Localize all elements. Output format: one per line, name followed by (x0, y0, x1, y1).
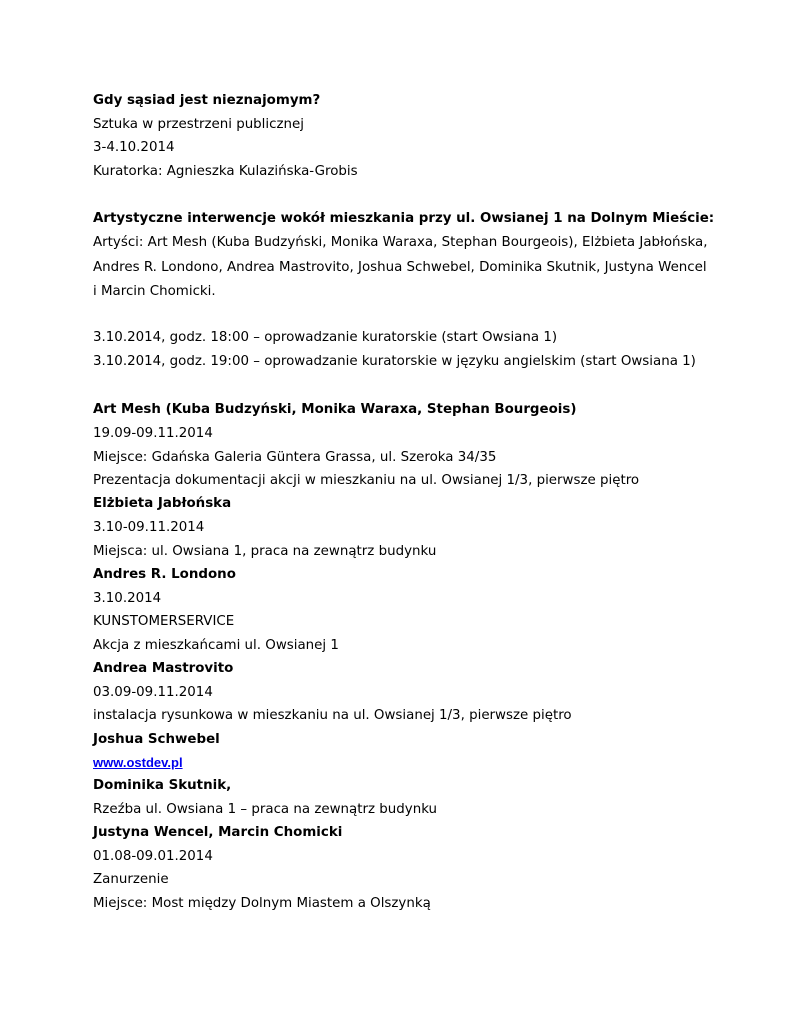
artmesh-place: Miejsce: Gdańska Galeria Güntera Grassa, ul. Szeroka 34/35 (93, 450, 497, 465)
londono-description: Akcja z mieszkańcami ul. Owsianej 1 (93, 638, 339, 653)
artmesh-description: Prezentacja dokumentacji akcji w mieszkaniu na ul. Owsianej 1/3, pierwsze piętro (93, 473, 640, 488)
mastrovito-dates: 03.09-09.11.2014 (93, 685, 213, 700)
jablonska-dates: 3.10-09.11.2014 (93, 520, 205, 535)
event-dates: 3-4.10.2014 (93, 140, 175, 155)
wencel-chomicki-heading: Justyna Wencel, Marcin Chomicki (93, 825, 343, 840)
skutnik-description: Rzeźba ul. Owsiana 1 – praca na zewnątrz budynku (93, 802, 438, 817)
artmesh-dates: 19.09-09.11.2014 (93, 426, 213, 441)
mastrovito-description: instalacja rysunkowa w mieszkaniu na ul. Owsianej 1/3, pierwsze piętro (93, 708, 572, 723)
skutnik-heading: Dominika Skutnik, (93, 778, 232, 793)
wencel-chomicki-place: Miejsce: Most między Dolnym Miastem a Olszynką (93, 896, 431, 911)
londono-work-title: KUNSTOMERSERVICE (93, 614, 235, 629)
jablonska-heading: Elżbieta Jabłońska (93, 496, 232, 511)
interventions-heading: Artystyczne interwencje wokół mieszkania przy ul. Owsianej 1 na Dolnym Mieście: (93, 211, 715, 226)
jablonska-place: Miejsca: ul. Owsiana 1, praca na zewnątrz budynku (93, 544, 437, 559)
artists-line-3: i Marcin Chomicki. (93, 284, 216, 299)
tour-line-2: 3.10.2014, godz. 19:00 – oprowadzanie kuratorskie w języku angielskim (start Owsiana 1) (93, 354, 696, 369)
artmesh-heading: Art Mesh (Kuba Budzyński, Monika Waraxa, Stephan Bourgeois) (93, 402, 577, 417)
londono-dates: 3.10.2014 (93, 591, 162, 606)
event-title: Gdy sąsiad jest nieznajomym? (93, 93, 321, 108)
wencel-chomicki-work-title: Zanurzenie (93, 872, 169, 887)
artists-line-2: Andres R. Londono, Andrea Mastrovito, Joshua Schwebel, Dominika Skutnik, Justyna Wencel (93, 260, 707, 275)
tour-line-1: 3.10.2014, godz. 18:00 – oprowadzanie kuratorskie (start Owsiana 1) (93, 330, 558, 345)
curator-line: Kuratorka: Agnieszka Kulazińska-Grobis (93, 164, 358, 179)
ostdev-link[interactable]: www.ostdev.pl (93, 755, 183, 770)
artists-line-1: Artyści: Art Mesh (Kuba Budzyński, Monika Waraxa, Stephan Bourgeois), Elżbieta Jabłońska, (93, 235, 708, 250)
mastrovito-heading: Andrea Mastrovito (93, 661, 234, 676)
schwebel-heading: Joshua Schwebel (93, 732, 220, 747)
londono-heading: Andres R. Londono (93, 567, 236, 582)
wencel-chomicki-dates: 01.08-09.01.2014 (93, 849, 213, 864)
event-subtitle: Sztuka w przestrzeni publicznej (93, 117, 304, 132)
